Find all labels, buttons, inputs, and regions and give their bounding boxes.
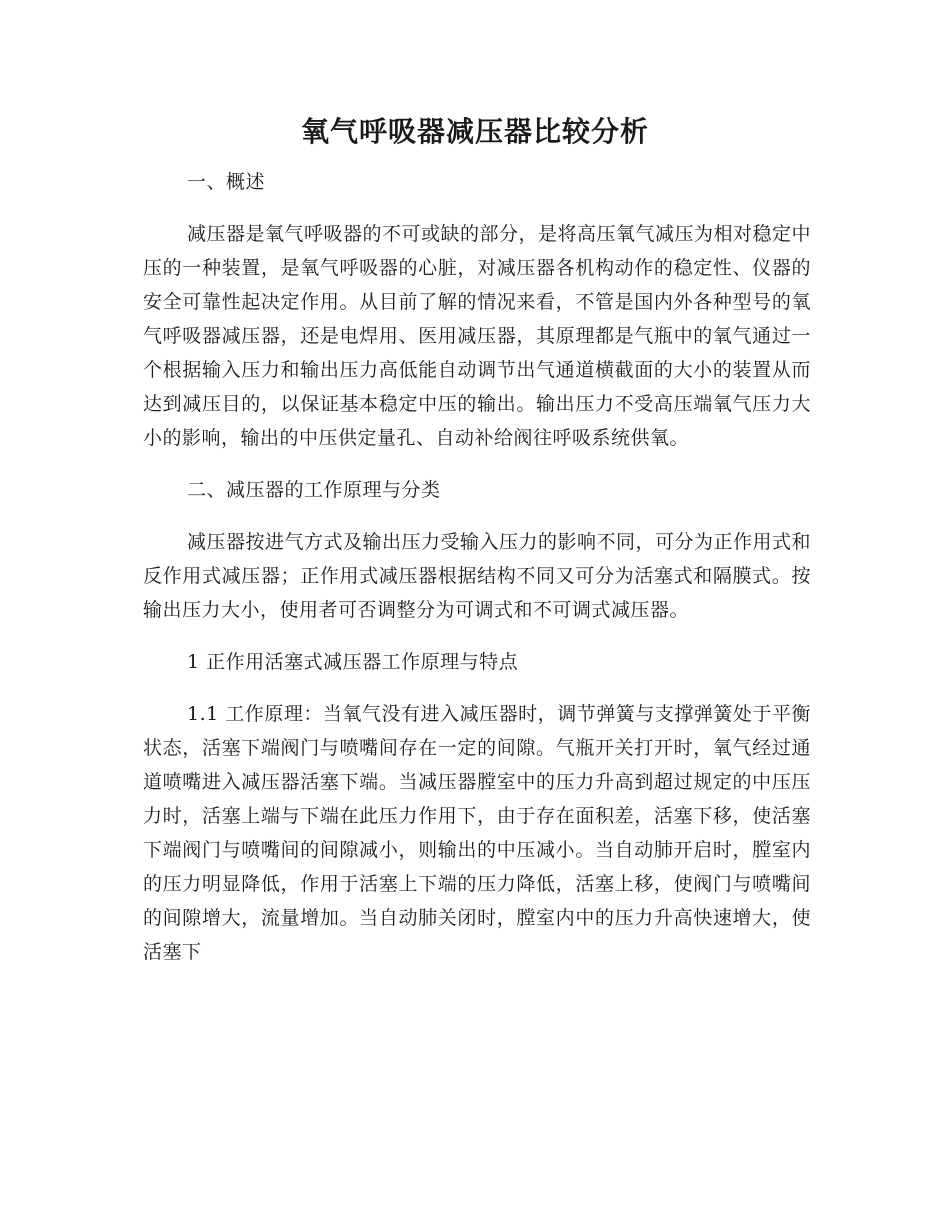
paragraph-working-principle: 1.1 工作原理：当氧气没有进入减压器时，调节弹簧与支撑弹簧处于平衡状态，活塞下端阀门与喷嘴间存在一定的间隙。气瓶开关打开时，氧气经过通道喷嘴进入减压器活塞下端。当减压器膛室中的压力升高到超过规定的中压压力时，活塞上端与下端在此压力作用下，由于存在面积差，活塞下移，使活塞下端阀门与喷嘴间的间隙减小，则输出的中压减小。当自动肺开启时，膛室内的压力明显降低，作用于活塞上下端的压力降低，活塞上移，使阀门与喷嘴间的间隙增大，流量增加。当自动肺关闭时，膛室内中的压力升高快速增大，使活塞下 <box>143 703 811 963</box>
paragraph-classification: 减压器按进气方式及输出压力受输入压力的影响不同，可分为正作用式和反作用式减压器；正作用式减压器根据结构不同又可分为活塞式和隔膜式。按输出压力大小，使用者可否调整分为可调式和不可调式减压器。 <box>143 531 812 621</box>
paragraph-overview: 减压器是氧气呼吸器的不可或缺的部分，是将高压氧气减压为相对稳定中压的一种装置，是氧气呼吸器的心脏，对减压器各机构动作的稳定性、仪器的安全可靠性起决定作用。从目前了解的情况来看，不管是国内外各种型号的氧气呼吸器减压器，还是电焊用、医用减压器，其原理都是气瓶中的氧气通过一个根据输入压力和输出压力高低能自动调节出气通道横截面的大小的装置从而达到减压目的，以保证基本稳定中压的输出。输出压力不受高压端氧气压力大小的影响，输出的中压供定量孔、自动补给阀往呼吸系统供氧。 <box>143 223 812 449</box>
document-title: 氧气呼吸器减压器比较分析 <box>300 115 649 148</box>
section-heading-overview: 一、概述 <box>187 171 266 193</box>
section-heading-principle-classification: 二、减压器的工作原理与分类 <box>187 479 441 501</box>
document-body <box>143 165 811 987</box>
subsection-heading-piston-reducer: 1 正作用活塞式减压器工作原理与特点 <box>187 651 519 673</box>
